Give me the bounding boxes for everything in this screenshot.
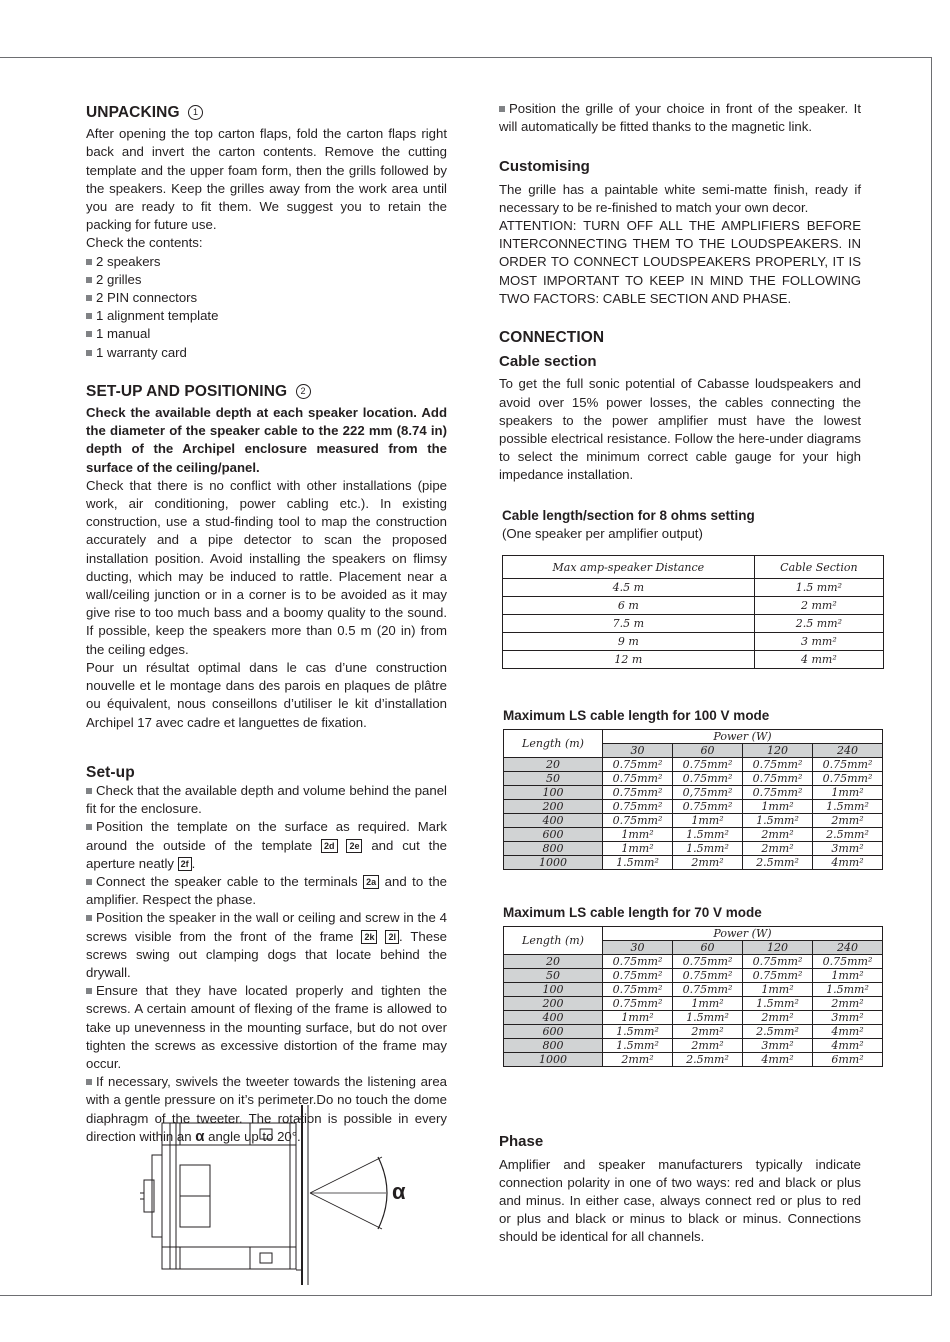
bullet-square-icon	[86, 259, 92, 265]
table-row: 400 0.75mm² 1mm² 1.5mm² 2mm²	[504, 814, 883, 828]
cable-section-8ohm-table	[502, 555, 884, 669]
figure-ref: 2e	[346, 839, 362, 853]
bullet-square-icon	[86, 988, 92, 994]
alpha-symbol: α	[195, 1127, 205, 1145]
list-item: 1 manual	[86, 325, 447, 343]
bullet-square-icon	[86, 350, 92, 356]
table-row: 1000 2mm² 2.5mm² 4mm² 6mm²	[504, 1053, 883, 1067]
table-row: 600 1.5mm² 2mm² 2.5mm² 4mm²	[504, 1025, 883, 1039]
table-header-row: 30 60 120 240	[504, 744, 883, 758]
bullet-square-icon	[499, 106, 505, 112]
cable-section-heading: Cable section	[499, 353, 597, 371]
alpha-angle-label: α	[392, 1179, 406, 1204]
setup-step: If necessary, swivels the tweeter towards the listening area with a gentle pressure on it’s perimeter.Do no touch the dome diaphragm of the tweeter. The rotation is possible in every direction within an α angle up to 20°.	[86, 1074, 447, 1145]
list-item: 1 warranty card	[86, 344, 447, 362]
table-row: 100 0.75mm² 0,75mm² 0.75mm² 1mm²	[504, 786, 883, 800]
connection-heading: CONNECTION	[499, 329, 605, 347]
attention-text: ATTENTION: TURN OFF ALL THE AMPLIFIERS BEFORE INTERCONNECTING THEM TO THE LOUDSPEAKERS. IN ORDER TO CONNECT LOUDSPEAKERS PROPERLY, IT IS MOST IMPORTANT TO KEEP IN MIND THE FOLLOWING TWO FACTORS: CABLE SECTION AND PHASE.	[499, 218, 861, 306]
table-row: 4.5 m 1.5 mm²	[503, 579, 884, 597]
phase-heading: Phase	[499, 1133, 544, 1151]
table-row: 800 1.5mm² 2mm² 3mm² 4mm²	[504, 1039, 883, 1053]
figure-ref: 2a	[363, 875, 379, 889]
setup-heading: Set-up	[86, 763, 135, 781]
right-column	[499, 100, 873, 1247]
cable-length-70v-table	[503, 926, 883, 1067]
bullet-square-icon	[86, 277, 92, 283]
bullet-square-icon	[86, 331, 92, 337]
table-header-row: 30 60 120 240	[504, 941, 883, 955]
cable-length-100v-table	[503, 729, 883, 870]
table-header-cell: Length (m)	[504, 927, 603, 955]
customising-text: The grille has a paintable white semi-matte finish, ready if necessary to be re-finished to match your own decor.	[499, 181, 861, 215]
page-frame-bottom	[0, 1295, 932, 1296]
figure-ref: 2k	[361, 930, 377, 944]
table-header-cell: Cable Section	[754, 556, 883, 579]
french-text: Pour un résultat optimal dans le cas d’une construction nouvelle et le montage dans des parois en plaques de plâtre ou équivalent, nous conseillons d’utiliser le kit d’installation Archipel 17 avec cadre et languettes de fixation.	[86, 659, 447, 730]
contents-list	[86, 253, 447, 362]
table2-caption: Maximum LS cable length for 100 V mode	[503, 708, 770, 724]
unpacking-text: After opening the top carton flaps, fold the carton flaps right back and invert the carton contents. Remove the cutting template and the upper foam form, then the grills followed by the speakers. Keep the grilles away from the work area until you are ready to fit them. We suggest you to retain the packing for future use.	[86, 126, 447, 233]
list-item: 2 grilles	[86, 271, 447, 289]
figure-ref: 2d	[321, 839, 338, 853]
table-row: 200 0.75mm² 1mm² 1.5mm² 2mm²	[504, 997, 883, 1011]
table-header-row	[503, 556, 884, 579]
table3-caption: Maximum LS cable length for 70 V mode	[503, 905, 762, 921]
bullet-square-icon	[86, 1079, 92, 1085]
setup-step: Position the speaker in the wall or ceiling and screw in the 4 screws visible from the front of the frame 2k 2l . These screws swing out clamping dogs that locate behind the drywall.	[86, 910, 448, 980]
table-row: 50 0.75mm² 0.75mm² 0.75mm² 1mm²	[504, 969, 883, 983]
list-item: 2 PIN connectors	[86, 289, 447, 307]
list-item: 1 alignment template	[86, 307, 447, 325]
table-row: 7.5 m 2.5 mm²	[503, 615, 884, 633]
table-row: 400 1mm² 1.5mm² 2mm² 3mm²	[504, 1011, 883, 1025]
table-header-cell: Max amp-speaker Distance	[503, 556, 755, 579]
left-column	[86, 100, 447, 1146]
grille-step: Position the grille of your choice in front of the speaker. It will automatically be fitted thanks to the magnetic link.	[499, 101, 861, 135]
table-row: 12 m 4 mm²	[503, 651, 884, 669]
table-header-cell: Length (m)	[504, 730, 603, 758]
table-header-row	[504, 730, 883, 744]
setup-step: Position the template on the surface as required. Mark around the outside of the template 2d 2e and cut the aperture neatly 2f .	[86, 819, 447, 871]
list-item: 2 speakers	[86, 253, 447, 271]
table-row: 1000 1.5mm² 2mm² 2.5mm² 4mm²	[504, 856, 883, 870]
check-contents-label: Check the contents:	[86, 235, 203, 251]
phase-text: Amplifier and speaker manufacturers typically indicate connection polarity in one of two ways: red and black or plus and minus. In either case, always connect red or plus to red or plus and black or minus to black or minus. Connections should be identical for all channels.	[499, 1156, 861, 1245]
table1-caption: Cable length/section for 8 ohms setting	[502, 507, 755, 523]
bullet-square-icon	[86, 915, 92, 921]
table-row: 50 0.75mm² 0.75mm² 0.75mm² 0.75mm²	[504, 772, 883, 786]
positioning-text: Check that there is no conflict with other installations (pipe work, air conditioning, power cabling etc.). In existing construction, use a stud-finding tool to map the construction accurately and a pipe detector to scan the proposed installation position. Avoid installing the speakers on flimsy ducting, which may be induced to rattle. Placement near a wall/ceiling junction or in a corner is to be avoided as it may give rise to too much bass and a boomy quality to the sound. If possible, keep the speakers more than 0.5 m (20 in) from the ceiling edges.	[86, 477, 447, 657]
table-header-row	[504, 927, 883, 941]
figure-ref: 2f	[178, 857, 192, 871]
depth-instruction: Check the available depth at each speaker location. Add the diameter of the speaker cable to the 222 mm (8.74 in) depth of the Archipel enclosure measured from the surface of the ceiling/panel.	[86, 405, 447, 475]
table-header-cell: Power (W)	[603, 927, 883, 941]
page-frame-right	[931, 57, 932, 1296]
bullet-square-icon	[86, 788, 92, 794]
table-row: 100 0.75mm² 0.75mm² 1mm² 1.5mm²	[504, 983, 883, 997]
figure-ref: 2l	[385, 930, 399, 944]
cable-section-text: To get the full sonic potential of Cabasse loudspeakers and avoid over 15% power losses, the cables connecting the speakers to the power amplifier must have the lowest possible electrical resistance. Follow the here-under diagrams to select the minimum correct cable gauge for your high impedance installation.	[499, 376, 861, 483]
table-row: 9 m 3 mm²	[503, 633, 884, 651]
unpacking-heading: UNPACKING 1	[86, 104, 447, 122]
table-row: 6 m 2 mm²	[503, 597, 884, 615]
table-row: 200 0.75mm² 0.75mm² 1mm² 1.5mm²	[504, 800, 883, 814]
setup-step: Check that the available depth and volume behind the panel fit for the enclosure.	[86, 782, 447, 817]
table-row: 800 1mm² 1.5mm² 2mm² 3mm²	[504, 842, 883, 856]
bullet-square-icon	[86, 313, 92, 319]
customising-heading: Customising	[499, 158, 590, 176]
table-row: 20 0.75mm² 0.75mm² 0.75mm² 0.75mm²	[504, 955, 883, 969]
setup-positioning-heading: SET-UP AND POSITIONING 2	[86, 383, 447, 401]
setup-step: Connect the speaker cable to the terminals 2a and to the amplifier. Respect the phase.	[86, 873, 447, 908]
table1-subcaption: (One speaker per amplifier output)	[502, 525, 703, 541]
bullet-square-icon	[86, 879, 92, 885]
bullet-square-icon	[86, 295, 92, 301]
page-frame-top	[0, 57, 932, 58]
step-number-badge: 1	[188, 105, 203, 120]
step-number-badge: 2	[296, 384, 311, 399]
table-row: 20 0.75mm² 0.75mm² 0.75mm² 0.75mm²	[504, 758, 883, 772]
bullet-square-icon	[86, 824, 92, 830]
table-header-cell: Power (W)	[603, 730, 883, 744]
speaker-tweeter-diagram	[140, 1105, 430, 1285]
setup-step: Ensure that they have located properly and tighten the screws. A certain amount of flexing of the frame is allowed to take up unevenness in the mounting surface, but do not over tighten the screws as excessive distortion of the frame may occur.	[86, 983, 447, 1071]
table-row: 600 1mm² 1.5mm² 2mm² 2.5mm²	[504, 828, 883, 842]
